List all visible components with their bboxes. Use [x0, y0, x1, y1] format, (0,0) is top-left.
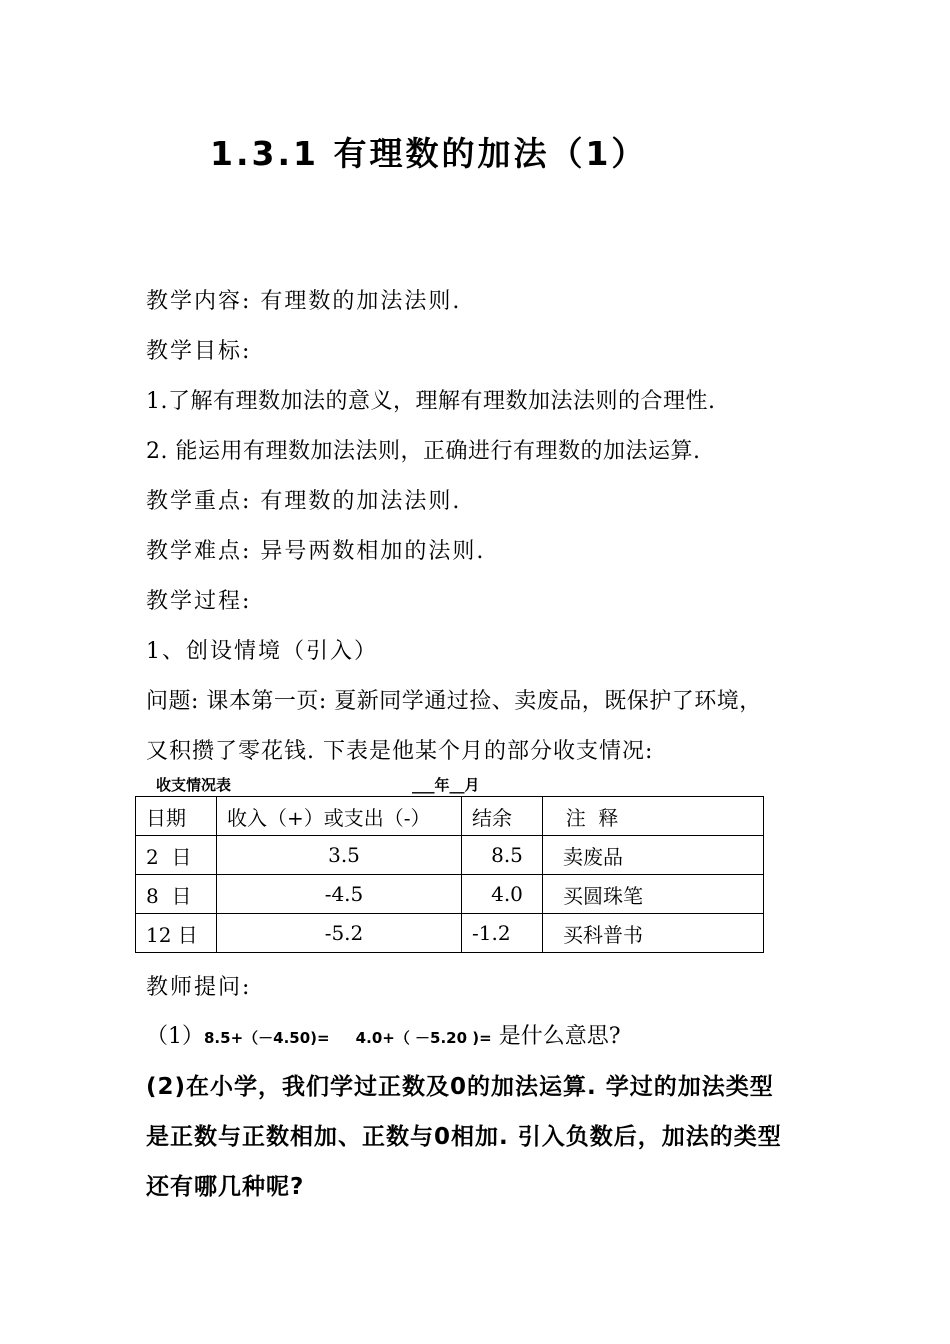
question-1-prefix: （1） [146, 1024, 204, 1049]
teaching-goal-1: 1.了解有理数加法的意义，理解有理数加法法则的合理性. [146, 389, 716, 414]
header-note: 注 释 [543, 797, 764, 836]
cell-amount: -5.2 [217, 914, 462, 953]
question-2-line-3: 还有哪几种呢? [146, 1174, 305, 1200]
cell-amount: 3.5 [217, 836, 462, 875]
question-1-expression: 8.5+（－4.50)= 4.0+（ －5.20 )= [204, 1029, 492, 1047]
cell-date: 12 日 [136, 914, 217, 953]
problem-line-2: 又积攒了零花钱. 下表是他某个月的部分收支情况: [146, 739, 654, 764]
page-title: 1.3.1 有理数的加法（1） [210, 134, 648, 173]
table-caption-left: 收支情况表 [156, 776, 232, 794]
header-amount: 收入（+）或支出（-） [217, 797, 462, 836]
question-1 [146, 1019, 621, 1050]
teaching-difficulty: 教学难点: 异号两数相加的法则. [146, 539, 486, 564]
teaching-key-point: 教学重点: 有理数的加法法则. [146, 489, 462, 514]
teaching-goal-2: 2. 能运用有理数加法法则，正确进行有理数的加法运算. [146, 439, 701, 464]
question-1-suffix: 是什么意思? [491, 1024, 621, 1049]
cell-note: 买科普书 [543, 914, 764, 953]
table-row [136, 914, 764, 953]
table-row [136, 836, 764, 875]
header-date: 日期 [136, 797, 217, 836]
cell-balance: 4.0 [462, 875, 543, 914]
cell-date: 8 日 [136, 875, 217, 914]
teaching-content: 教学内容: 有理数的加法法则. [146, 289, 462, 314]
step-1-heading: 1、创设情境（引入） [146, 639, 378, 664]
cell-balance: 8.5 [462, 836, 543, 875]
table-row [136, 875, 764, 914]
table-caption-date: ___年__月 [412, 776, 480, 794]
question-2-line-1: (2)在小学，我们学过正数及0的加法运算. 学过的加法类型 [146, 1074, 774, 1100]
teaching-process-heading: 教学过程: [146, 589, 252, 614]
cell-date: 2 日 [136, 836, 217, 875]
teaching-goal-heading: 教学目标: [146, 339, 252, 364]
cell-note: 卖废品 [543, 836, 764, 875]
teacher-question-heading: 教师提问: [146, 975, 252, 1000]
table-caption [156, 774, 480, 795]
table-header-row [136, 797, 764, 836]
problem-line-1: 问题: 课本第一页: 夏新同学通过捡、卖废品，既保护了环境， [146, 689, 762, 714]
cell-note: 买圆珠笔 [543, 875, 764, 914]
cell-amount: -4.5 [217, 875, 462, 914]
header-balance: 结余 [462, 797, 543, 836]
cell-balance: -1.2 [462, 914, 543, 953]
income-expense-table [135, 796, 764, 953]
question-2-line-2: 是正数与正数相加、正数与0相加. 引入负数后，加法的类型 [146, 1124, 782, 1150]
